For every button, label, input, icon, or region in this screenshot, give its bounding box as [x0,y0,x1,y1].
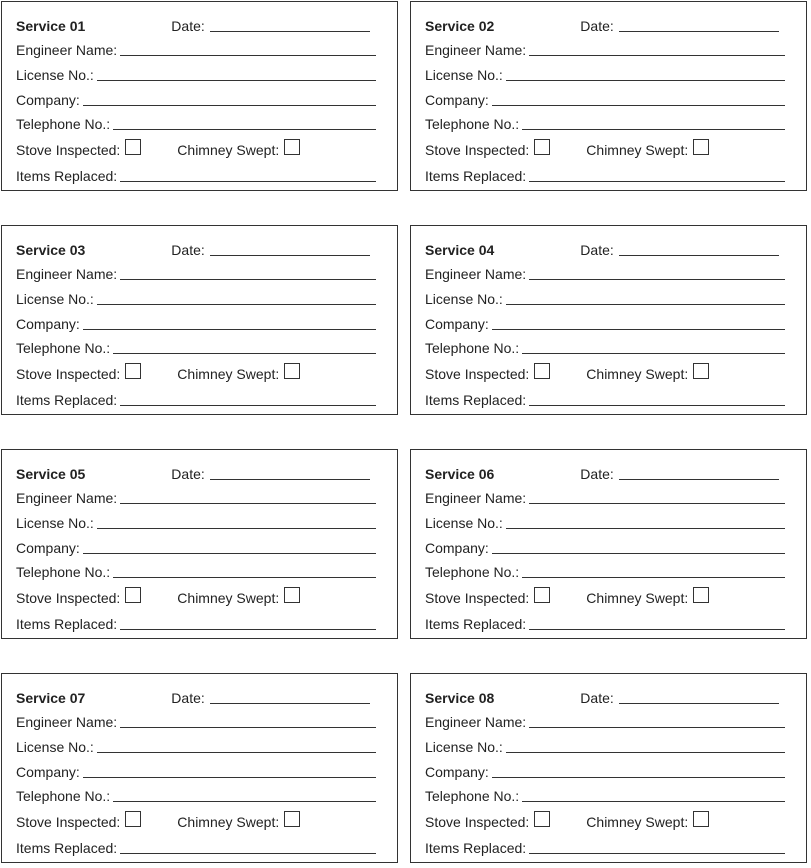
chimney-swept-checkbox[interactable] [284,587,300,603]
engineer-name-field[interactable] [529,54,785,56]
company-field[interactable] [492,552,785,554]
engineer-name-field[interactable] [529,278,785,280]
telephone-no-label: Telephone No.: [16,116,111,132]
engineer-name-field[interactable] [120,278,376,280]
license-no-label: License No.: [425,291,503,307]
chimney-swept-checkbox[interactable] [693,811,709,827]
stove-inspected-label: Stove Inspected: [16,590,121,606]
engineer-name-label: Engineer Name: [16,266,118,282]
engineer-name-label: Engineer Name: [16,714,118,730]
date-label: Date: [580,466,614,482]
date-label: Date: [580,242,614,258]
telephone-no-label: Telephone No.: [425,340,520,356]
chimney-swept-label: Chimney Swept: [177,142,280,158]
chimney-swept-checkbox[interactable] [284,811,300,827]
engineer-name-field[interactable] [120,54,376,56]
date-label: Date: [171,690,205,706]
stove-inspected-checkbox[interactable] [125,811,141,827]
date-label: Date: [171,242,205,258]
telephone-no-field[interactable] [522,352,785,354]
chimney-swept-checkbox[interactable] [284,139,300,155]
telephone-no-label: Telephone No.: [425,564,520,580]
telephone-no-label: Telephone No.: [16,340,111,356]
items-replaced-field[interactable] [529,180,785,182]
date-field[interactable] [619,254,779,256]
engineer-name-field[interactable] [529,726,785,728]
license-no-field[interactable] [506,303,785,305]
company-label: Company: [425,316,489,332]
company-field[interactable] [492,328,785,330]
service-title: Service 07 [16,690,86,706]
service-card-03 [1,225,398,415]
items-replaced-field[interactable] [120,404,376,406]
items-replaced-label: Items Replaced: [16,392,118,408]
stove-inspected-label: Stove Inspected: [425,366,530,382]
chimney-swept-label: Chimney Swept: [586,590,689,606]
date-label: Date: [580,690,614,706]
items-replaced-label: Items Replaced: [16,168,118,184]
stove-inspected-label: Stove Inspected: [425,590,530,606]
service-card-04 [410,225,807,415]
engineer-name-label: Engineer Name: [425,42,527,58]
service-title: Service 05 [16,466,86,482]
company-field[interactable] [492,776,785,778]
date-field[interactable] [210,30,370,32]
company-field[interactable] [83,552,376,554]
company-label: Company: [425,92,489,108]
telephone-no-label: Telephone No.: [16,564,111,580]
license-no-label: License No.: [425,67,503,83]
stove-inspected-checkbox[interactable] [125,139,141,155]
stove-inspected-label: Stove Inspected: [425,142,530,158]
engineer-name-label: Engineer Name: [425,490,527,506]
engineer-name-label: Engineer Name: [16,490,118,506]
license-no-field[interactable] [97,527,376,529]
engineer-name-field[interactable] [529,502,785,504]
chimney-swept-label: Chimney Swept: [177,814,280,830]
chimney-swept-label: Chimney Swept: [586,814,689,830]
chimney-swept-label: Chimney Swept: [177,366,280,382]
license-no-label: License No.: [16,739,94,755]
service-card-07 [1,673,398,863]
date-field[interactable] [210,478,370,480]
items-replaced-label: Items Replaced: [16,616,118,632]
company-field[interactable] [83,776,376,778]
items-replaced-label: Items Replaced: [16,840,118,856]
service-card-06 [410,449,807,639]
chimney-swept-label: Chimney Swept: [177,590,280,606]
chimney-swept-checkbox[interactable] [284,363,300,379]
telephone-no-field[interactable] [522,128,785,130]
company-label: Company: [425,764,489,780]
date-field[interactable] [619,30,779,32]
stove-inspected-label: Stove Inspected: [16,142,121,158]
company-label: Company: [16,540,80,556]
items-replaced-label: Items Replaced: [425,840,527,856]
chimney-swept-checkbox[interactable] [693,587,709,603]
license-no-field[interactable] [506,79,785,81]
service-card-01 [1,1,398,191]
service-title: Service 06 [425,466,495,482]
telephone-no-field[interactable] [113,128,376,130]
service-title: Service 02 [425,18,495,34]
company-label: Company: [16,764,80,780]
items-replaced-field[interactable] [529,852,785,854]
license-no-label: License No.: [425,739,503,755]
engineer-name-label: Engineer Name: [425,714,527,730]
telephone-no-field[interactable] [113,800,376,802]
service-title: Service 01 [16,18,86,34]
date-field[interactable] [619,478,779,480]
stove-inspected-checkbox[interactable] [125,363,141,379]
items-replaced-label: Items Replaced: [425,616,527,632]
service-card-02 [410,1,807,191]
items-replaced-field[interactable] [529,404,785,406]
telephone-no-label: Telephone No.: [425,788,520,804]
company-field[interactable] [83,104,376,106]
license-no-field[interactable] [506,751,785,753]
stove-inspected-checkbox[interactable] [125,587,141,603]
license-no-label: License No.: [16,67,94,83]
telephone-no-label: Telephone No.: [16,788,111,804]
telephone-no-field[interactable] [522,800,785,802]
stove-inspected-checkbox[interactable] [534,363,550,379]
date-field[interactable] [210,702,370,704]
license-no-label: License No.: [16,291,94,307]
license-no-field[interactable] [97,79,376,81]
service-title: Service 08 [425,690,495,706]
items-replaced-field[interactable] [120,180,376,182]
company-label: Company: [16,92,80,108]
engineer-name-field[interactable] [120,502,376,504]
chimney-swept-label: Chimney Swept: [586,366,689,382]
chimney-swept-label: Chimney Swept: [586,142,689,158]
license-no-label: License No.: [425,515,503,531]
service-card-08 [410,673,807,863]
telephone-no-field[interactable] [113,352,376,354]
date-label: Date: [171,466,205,482]
items-replaced-label: Items Replaced: [425,168,527,184]
company-label: Company: [425,540,489,556]
items-replaced-field[interactable] [529,628,785,630]
stove-inspected-label: Stove Inspected: [425,814,530,830]
engineer-name-label: Engineer Name: [425,266,527,282]
date-field[interactable] [619,702,779,704]
license-no-field[interactable] [97,751,376,753]
telephone-no-field[interactable] [113,576,376,578]
telephone-no-field[interactable] [522,576,785,578]
service-card-05 [1,449,398,639]
engineer-name-label: Engineer Name: [16,42,118,58]
license-no-field[interactable] [97,303,376,305]
chimney-swept-checkbox[interactable] [693,139,709,155]
date-label: Date: [580,18,614,34]
stove-inspected-checkbox[interactable] [534,139,550,155]
service-title: Service 04 [425,242,495,258]
chimney-swept-checkbox[interactable] [693,363,709,379]
company-label: Company: [16,316,80,332]
company-field[interactable] [83,328,376,330]
license-no-label: License No.: [16,515,94,531]
stove-inspected-label: Stove Inspected: [16,366,121,382]
date-field[interactable] [210,254,370,256]
license-no-field[interactable] [506,527,785,529]
date-label: Date: [171,18,205,34]
items-replaced-field[interactable] [120,628,376,630]
company-field[interactable] [492,104,785,106]
stove-inspected-checkbox[interactable] [534,811,550,827]
service-title: Service 03 [16,242,86,258]
items-replaced-label: Items Replaced: [425,392,527,408]
telephone-no-label: Telephone No.: [425,116,520,132]
engineer-name-field[interactable] [120,726,376,728]
stove-inspected-checkbox[interactable] [534,587,550,603]
stove-inspected-label: Stove Inspected: [16,814,121,830]
items-replaced-field[interactable] [120,852,376,854]
